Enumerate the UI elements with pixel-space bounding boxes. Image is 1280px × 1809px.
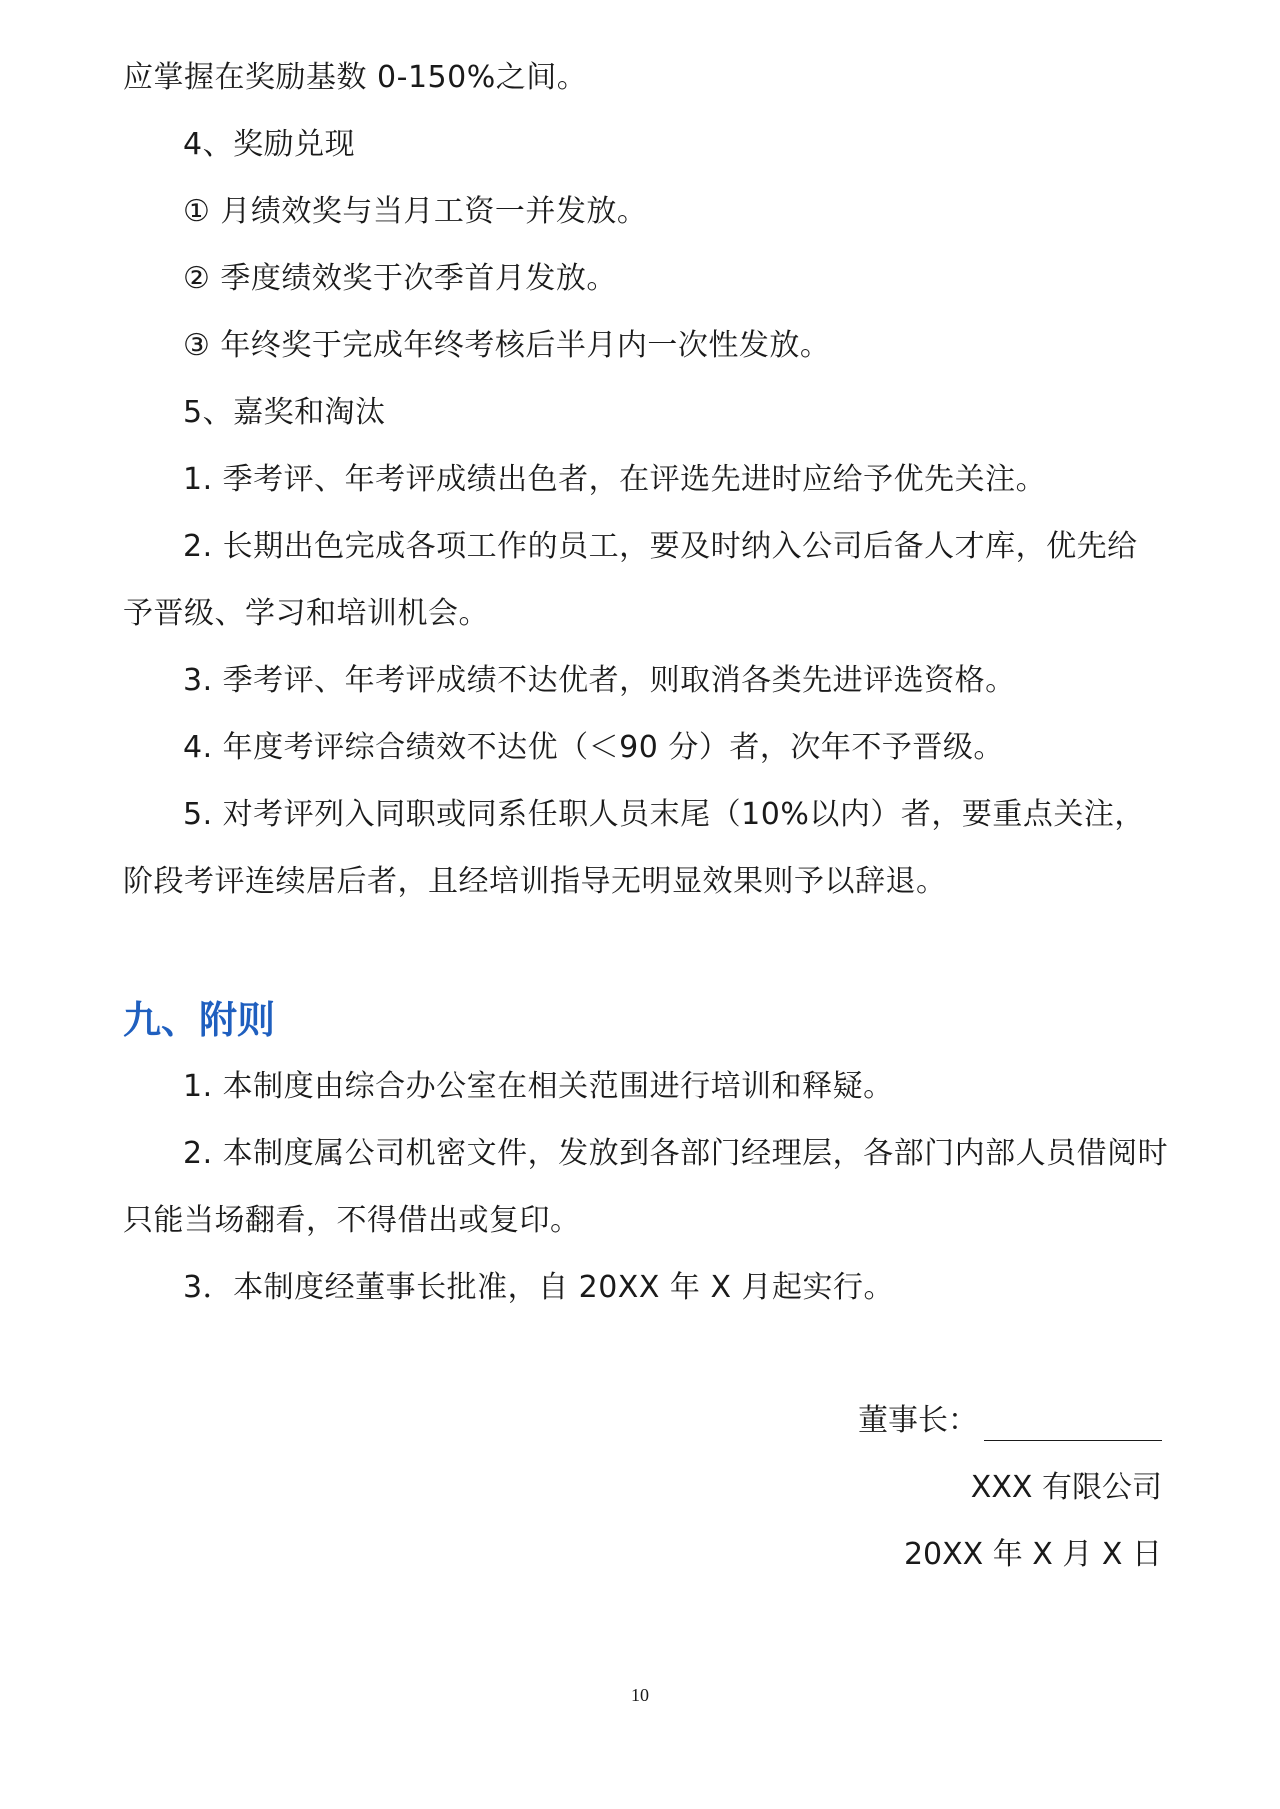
section-line-2: 2. 本制度属公司机密文件，发放到各部门经理层，各部门内部人员借阅时	[183, 1136, 1169, 1171]
body-line-8: 2. 长期出色完成各项工作的员工，要及时纳入公司后备人才库，优先给	[183, 529, 1138, 564]
section-line-4: 3．本制度经董事长批准，自 20XX 年 X 月起实行。	[183, 1270, 895, 1305]
signature-date: 20XX 年 X 月 X 日	[903, 1537, 1162, 1572]
section-line-3: 只能当场翻看，不得借出或复印。	[123, 1203, 581, 1238]
body-line-7: 1. 季考评、年考评成绩出色者，在评选先进时应给予优先关注。	[183, 462, 1047, 497]
signature-line	[984, 1410, 1162, 1441]
body-line-10: 3. 季考评、年考评成绩不达优者，则取消各类先进评选资格。	[183, 663, 1016, 698]
body-line-2: 4、奖励兑现	[183, 127, 356, 162]
page-number: 10	[631, 1685, 649, 1705]
section-line-1: 1. 本制度由综合办公室在相关范围进行培训和释疑。	[183, 1069, 894, 1104]
section-heading: 九、附则	[123, 998, 276, 1042]
company-name: XXX 有限公司	[970, 1470, 1162, 1505]
chairman-label: 董事长：	[858, 1403, 978, 1438]
body-line-6: 5、嘉奖和淘汰	[183, 395, 386, 430]
chairman-signature	[858, 1401, 1162, 1441]
body-line-5: ③ 年终奖于完成年终考核后半月内一次性发放。	[183, 328, 831, 363]
body-line-11: 4. 年度考评综合绩效不达优（＜90 分）者，次年不予晋级。	[183, 730, 1004, 765]
body-line-9: 予晋级、学习和培训机会。	[123, 596, 489, 631]
body-line-12: 5. 对考评列入同职或同系任职人员末尾（10%以内）者，要重点关注，	[183, 797, 1145, 832]
body-line-4: ② 季度绩效奖于次季首月发放。	[183, 261, 617, 296]
body-line-3: ① 月绩效奖与当月工资一并发放。	[183, 194, 648, 229]
body-line-1: 应掌握在奖励基数 0-150%之间。	[123, 60, 588, 95]
body-line-13: 阶段考评连续居后者，且经培训指导无明显效果则予以辞退。	[123, 864, 947, 899]
